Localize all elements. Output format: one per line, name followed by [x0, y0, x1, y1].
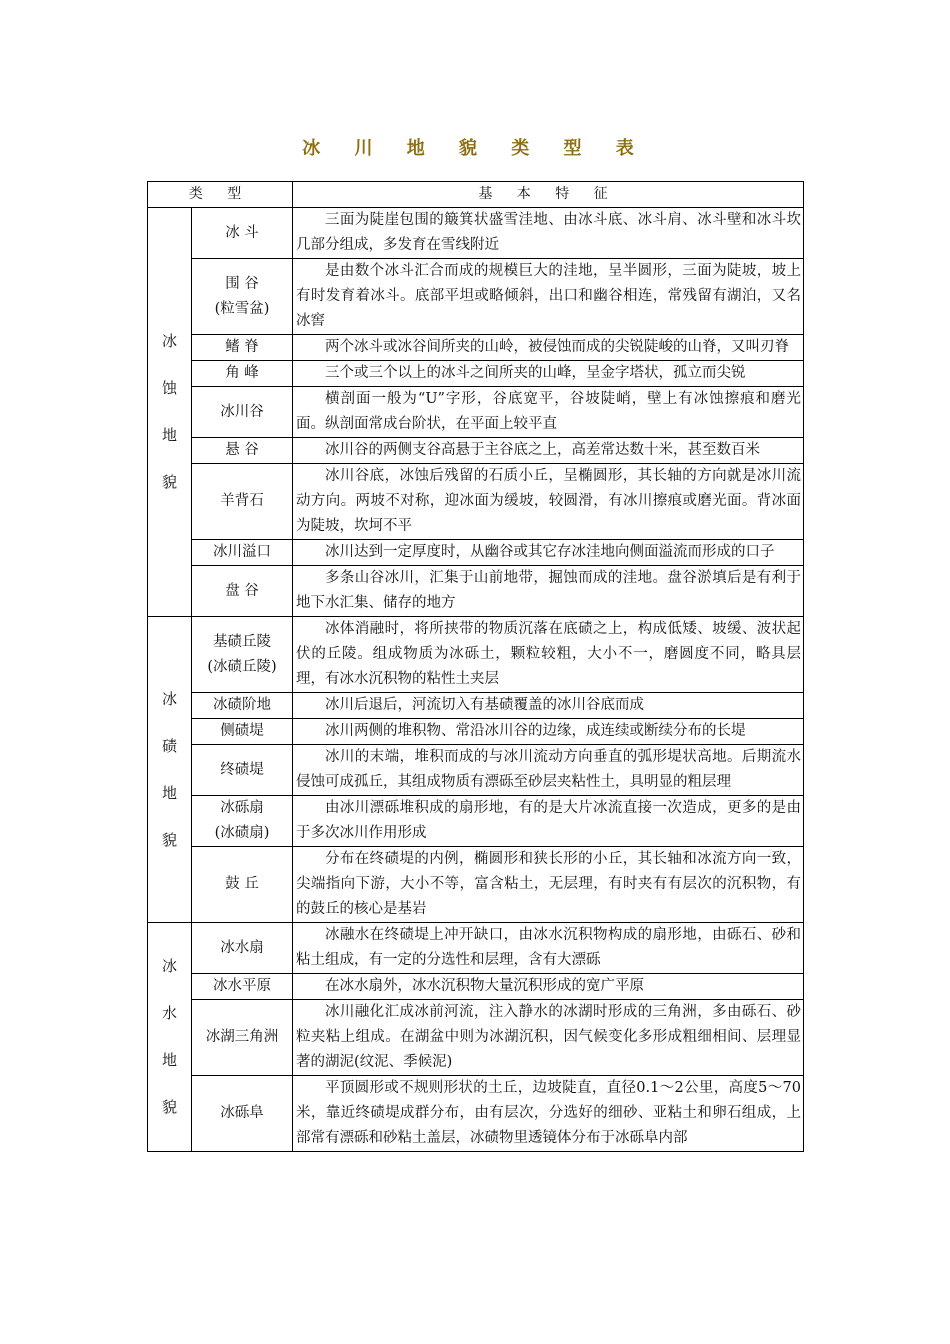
category-cell — [148, 617, 192, 923]
landform-description: 冰川后退后，河流切入有基碛覆盖的冰川谷底而成 — [293, 693, 804, 719]
landform-type: 基碛丘陵 (冰碛丘陵) — [192, 617, 293, 693]
landform-description: 冰川两侧的堆积物、常沿冰川谷的边缘，成连续或断续分布的长堤 — [293, 719, 804, 745]
table-row — [148, 464, 804, 540]
header-row — [148, 182, 804, 208]
category-label: 冰碛地貌 — [161, 689, 177, 849]
landform-type: 悬 谷 — [192, 438, 293, 464]
landform-description: 横剖面一般为“U”字形，谷底宽平，谷坡陡峭，壁上有冰蚀擦痕和磨光面。纵剖面常成台阶状，在平面上较平直 — [293, 387, 804, 438]
landform-description: 冰川谷底，冰蚀后残留的石质小丘，呈椭圆形，其长轴的方向就是冰川流动方向。两坡不对称，迎冰面为缓坡，较圆滑，有冰川擦痕或磨光面。背冰面为陡坡，坎坷不平 — [293, 464, 804, 540]
table-row — [148, 693, 804, 719]
landform-type: 冰湖三角洲 — [192, 1000, 293, 1076]
landform-description: 三面为陡崖包围的簸箕状盛雪洼地、由冰斗底、冰斗肩、冰斗壁和冰斗坎几部分组成，多发育在雪线附近 — [293, 208, 804, 259]
table-row — [148, 796, 804, 847]
glacier-landform-table — [147, 181, 804, 1152]
landform-type: 冰水扇 — [192, 923, 293, 974]
table-row — [148, 259, 804, 335]
landform-description: 两个冰斗或冰谷间所夹的山岭，被侵蚀而成的尖锐陡峻的山脊，又叫刃脊 — [293, 335, 804, 361]
landform-description: 是由数个冰斗汇合而成的规模巨大的洼地，呈半圆形，三面为陡坡，坡上有时发育着冰斗。底部平坦或略倾斜，出口和幽谷相连，常残留有湖泊，又名冰窖 — [293, 259, 804, 335]
table-row — [148, 540, 804, 566]
table-row — [148, 974, 804, 1000]
landform-type: 羊背石 — [192, 464, 293, 540]
table-row — [148, 387, 804, 438]
category-cell — [148, 923, 192, 1152]
landform-type: 冰川溢口 — [192, 540, 293, 566]
landform-type: 冰砾阜 — [192, 1076, 293, 1152]
category-label: 冰水地貌 — [161, 957, 177, 1116]
header-type: 类 型 — [148, 182, 293, 208]
landform-type: 围 谷 (粒雪盆) — [192, 259, 293, 335]
table-row — [148, 361, 804, 387]
landform-description: 分布在终碛堤的内例，椭圆形和狭长形的小丘，其长轴和冰流方向一致，尖端指向下游，大小不等，富含粘土，无层理，有时夹有有层次的沉积物，有的鼓丘的核心是基岩 — [293, 847, 804, 923]
header-feature: 基 本 特 征 — [293, 182, 804, 208]
landform-type: 冰碛阶地 — [192, 693, 293, 719]
landform-description: 冰川融化汇成冰前河流，注入静水的冰湖时形成的三角洲，多由砾石、砂粒夹粘上组成。在湖盆中则为冰湖沉积，因气候变化多形成粗细相间、层理显著的湖泥(纹泥、季候泥) — [293, 1000, 804, 1076]
landform-description: 冰融水在终碛堤上冲开缺口，由冰水沉积物构成的扇形地，由砾石、砂和粘土组成，有一定的分选性和层理，含有大漂砾 — [293, 923, 804, 974]
landform-description: 在冰水扇外，冰水沉积物大量沉积形成的宽广平原 — [293, 974, 804, 1000]
landform-description: 三个或三个以上的冰斗之间所夹的山峰，呈金字塔状，孤立而尖锐 — [293, 361, 804, 387]
landform-type: 盘 谷 — [192, 566, 293, 617]
landform-type: 冰水平原 — [192, 974, 293, 1000]
table-row — [148, 1000, 804, 1076]
landform-type: 冰 斗 — [192, 208, 293, 259]
category-cell — [148, 208, 192, 617]
page-title: 冰 川 地 貌 类 型 表 — [302, 138, 648, 159]
table-row — [148, 438, 804, 464]
table-row — [148, 923, 804, 974]
table-row — [148, 847, 804, 923]
landform-type: 冰砾扇 (冰碛扇) — [192, 796, 293, 847]
landform-type: 角 峰 — [192, 361, 293, 387]
landform-type: 鳍 脊 — [192, 335, 293, 361]
landform-description: 冰川达到一定厚度时，从幽谷或其它存冰洼地向侧面溢流而形成的口子 — [293, 540, 804, 566]
table-row — [148, 566, 804, 617]
landform-description: 多条山谷冰川，汇集于山前地带，掘蚀而成的洼地。盘谷淤填后是有利于地下水汇集、储存的地方 — [293, 566, 804, 617]
landform-description: 冰川谷的两侧支谷高悬于主谷底之上，高差常达数十米，甚至数百米 — [293, 438, 804, 464]
landform-description: 冰体消融时，将所挟带的物质沉落在底碛之上，构成低矮、坡缓、波状起伏的丘陵。组成物质为冰砾土，颗粒较粗，大小不一，磨圆度不同，略具层理，有冰水沉积物的粘性土夹层 — [293, 617, 804, 693]
table-row — [148, 1076, 804, 1152]
table-row — [148, 719, 804, 745]
table-row — [148, 208, 804, 259]
landform-type: 鼓 丘 — [192, 847, 293, 923]
table-row — [148, 745, 804, 796]
landform-description: 冰川的末端，堆积而成的与冰川流动方向垂直的弧形堤状高地。后期流水侵蚀可成孤丘，其组成物质有漂砾至砂层夹粘性土，具明显的粗层理 — [293, 745, 804, 796]
landform-description: 平顶圆形或不规则形状的土丘，边坡陡直，直径0.1～2公里，高度5～70米，靠近终碛堤成群分布，由有层次，分选好的细砂、亚粘土和卵石组成，上部常有漂砾和砂粘土盖层，冰碛物里透镜体分布于冰砾阜内部 — [293, 1076, 804, 1152]
landform-description: 由冰川漂砾堆积成的扇形地，有的是大片冰流直接一次造成，更多的是由于多次冰川作用形成 — [293, 796, 804, 847]
landform-type: 终碛堤 — [192, 745, 293, 796]
landform-type: 冰川谷 — [192, 387, 293, 438]
landform-type: 侧碛堤 — [192, 719, 293, 745]
table-row — [148, 335, 804, 361]
table-row — [148, 617, 804, 693]
category-label: 冰蚀地貌 — [161, 332, 177, 491]
